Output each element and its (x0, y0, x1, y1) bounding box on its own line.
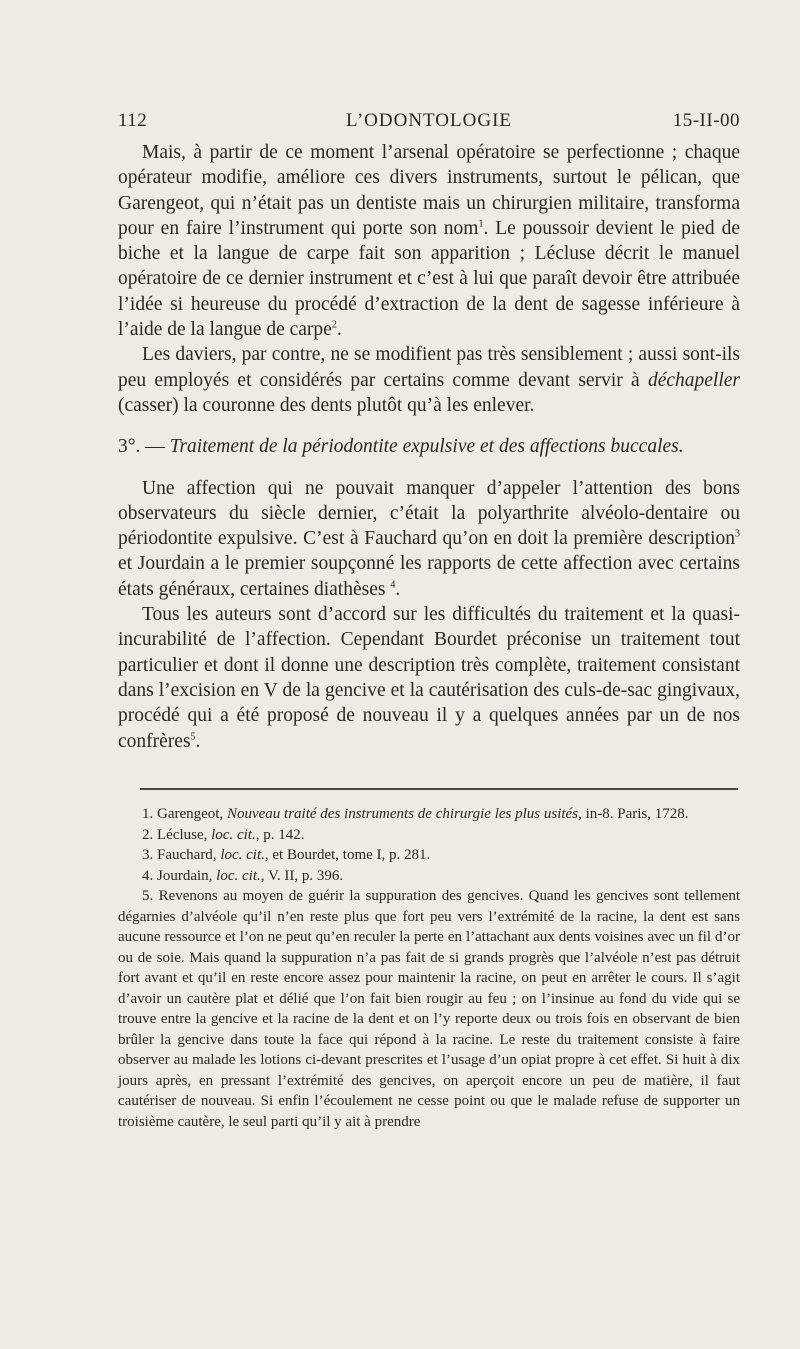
footnote-2: 2. Lécluse, loc. cit., p. 142. (142, 826, 305, 843)
section-title: Traitement de la périodontite expulsive et des affections buccales. (169, 436, 684, 458)
paragraph-arsenal: Mais, à partir de ce moment l’arsenal opératoire se perfectionne ; chaque opérateur modifie, améliore ces divers instruments, surtout le pélican, que Garengeot, qui n’était pas un dentiste mais un chirurgien militaire, transforma pour en faire l’instrument qui porte son nom$^1$. Le poussoir devient le pied de biche et la langue de carpe fait son apparition ; Lécluse décrit le manuel opératoire de ce dernier instrument et c’est à lui que paraît devoir être attribuée l’idée si heureuse du procédé d’extraction de la dent de sagesse inférieure à l’aide de la langue de carpe$^2$. (118, 142, 740, 341)
main-text (118, 140, 740, 754)
section-number: 3°. — (118, 436, 165, 458)
footnote-ref-5: 5 (190, 731, 196, 743)
journal-title: L’ODONTOLOGIE (345, 110, 513, 131)
issue-date: 15-II-00 (672, 110, 740, 131)
footnote-3: 3. Fauchard, loc. cit., et Bourdet, tome I, p. 281. (142, 847, 431, 863)
section-heading (118, 434, 740, 459)
paragraph-affection: Une affection qui ne pouvait manquer d’appeler l’attention des bons observateurs du siècle dernier, c’était la polyarthrite alvéolo-dentaire ou périodontite expulsive. C’est à Fauchard qu’on en doit la première description$^3$ et Jourdain a le premier soupçonné les rapports de cette affection avec certains états généraux, certaines diathèses $^4$. (118, 477, 740, 600)
page-number: 112 (118, 110, 148, 131)
italic-term: déchapeller (647, 369, 740, 391)
footnote-ref-3: 3 (735, 528, 740, 540)
footnote-ref-4: 4 (390, 579, 396, 591)
paragraph-daviers: Les daviers, par contre, ne se modifient pas très sensiblement ; aussi sont-ils peu employés et considérés par certains comme devant servir à déchapeller (casser) la couronne des dents plutôt qu’à les enlever. (118, 344, 740, 416)
footnote-5: 5. Revenons au moyen de guérir la suppuration des gencives. Quand les gencives sont tellement dégarnies d’alvéole qu’il n’en reste plus que fort peu vers l’extrémité de la racine, la dent est sans aucune ressource et l’on ne peut qu’en reculer la perte en l’attachant aux dents voisines avec un fil d’or ou de soie. Mais quand la suppuration n’a pas fait de si grands progrès que l’alvéole n’est pas détruit fort avant et qu’il en reste encore assez pour maintenir la racine, on peut en arrêter le cours. Il s’agit d’avoir un cautère plat et délié que l’on fait bien rougir au feu ; on l’insinue au fond du vide qui se trouve entre la gencive et la racine de la dent et on l’y reporte deux ou trois fois en observant de bien brûler la gencive dans toute la face qui répond à la racine. Le reste du traitement consiste à faire observer au malade les lotions ci-devant prescrites et l’usage d’un opiat propre à cet effet. Si huit à dix jours après, en pressant l’extrémité des gencives, on aperçoit encore un peu de matière, il faut cautériser de nouveau. Si enfin l’écoulement ne cesse point ou que le malade refuse de supporter un troisième cautère, le seul parti qu’il y ait à prendre (118, 888, 740, 1130)
footnote-1: 1. Garengeot, Nouveau traité des instruments de chirurgie les plus usités, in-8. Paris, 1728. (142, 806, 689, 822)
running-header (118, 110, 740, 134)
footnote-ref-1: 1 (478, 218, 484, 230)
footnote-ref-2: 2 (331, 319, 337, 331)
footnote-divider (140, 788, 738, 790)
footnotes (118, 804, 740, 1132)
paragraph-auteurs: Tous les auteurs sont d’accord sur les difficultés du traitement et la quasi-incurabilité de l’affection. Cependant Bourdet préconise un traitement tout particulier et dont il donne une description très complète, traitement consistant dans l’excision en V de la gencive et la cautérisation des culs-de-sac gingivaux, procédé qui a été proposé de nouveau il y a quelques années par un de nos confrères$^5$. (118, 604, 740, 752)
footnote-4: 4. Jourdain, loc. cit., V. II, p. 396. (142, 867, 344, 884)
